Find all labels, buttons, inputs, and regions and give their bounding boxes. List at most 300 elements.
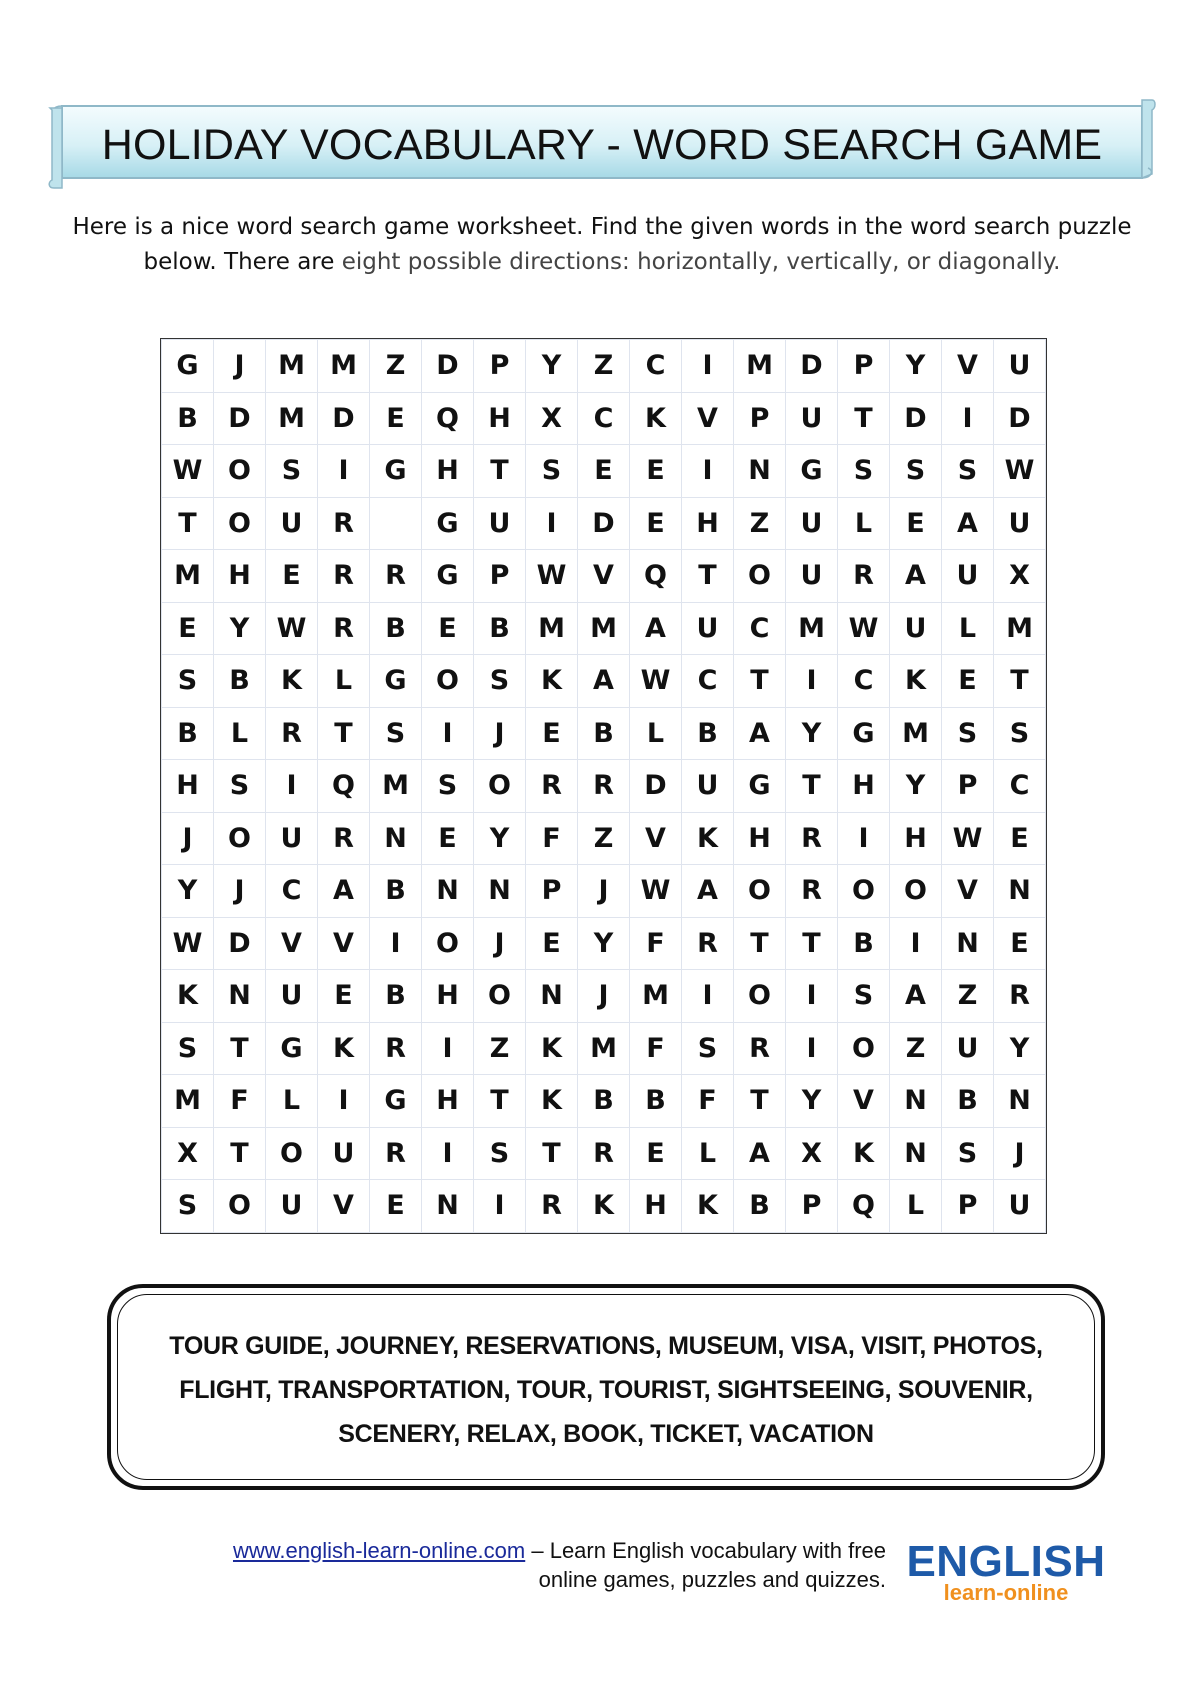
grid-cell[interactable]: B	[370, 865, 422, 918]
grid-cell[interactable]: Y	[162, 865, 214, 918]
grid-cell[interactable]: L	[890, 1180, 942, 1233]
grid-cell[interactable]: R	[838, 550, 890, 603]
grid-cell[interactable]: T	[318, 707, 370, 760]
grid-cell[interactable]: B	[162, 707, 214, 760]
grid-cell[interactable]: R	[682, 917, 734, 970]
grid-cell[interactable]: C	[838, 655, 890, 708]
grid-cell[interactable]: F	[682, 1075, 734, 1128]
grid-cell[interactable]: T	[734, 1075, 786, 1128]
grid-cell[interactable]: W	[630, 655, 682, 708]
logo-main-text: ENGLISH	[906, 1537, 1106, 1586]
grid-cell[interactable]: E	[370, 392, 422, 445]
grid-cell[interactable]: B	[682, 707, 734, 760]
grid-cell[interactable]: S	[474, 1127, 526, 1180]
grid-cell[interactable]: C	[630, 340, 682, 393]
grid-cell[interactable]: O	[214, 445, 266, 498]
grid-cell[interactable]: S	[162, 1022, 214, 1075]
grid-cell[interactable]: C	[682, 655, 734, 708]
grid-cell[interactable]: U	[994, 1180, 1046, 1233]
grid-cell[interactable]: H	[422, 970, 474, 1023]
grid-cell[interactable]: P	[838, 340, 890, 393]
grid-cell[interactable]: F	[214, 1075, 266, 1128]
grid-cell[interactable]: S	[526, 445, 578, 498]
grid-cell[interactable]: M	[526, 602, 578, 655]
grid-cell[interactable]: N	[526, 970, 578, 1023]
grid-cell[interactable]: U	[266, 1180, 318, 1233]
grid-cell[interactable]: N	[890, 1075, 942, 1128]
grid-cell[interactable]: E	[526, 917, 578, 970]
grid-cell[interactable]: T	[786, 917, 838, 970]
grid-cell[interactable]: M	[786, 602, 838, 655]
grid-cell[interactable]: T	[734, 917, 786, 970]
grid-cell[interactable]: E	[942, 655, 994, 708]
grid-cell[interactable]: B	[578, 707, 630, 760]
grid-cell[interactable]: E	[994, 812, 1046, 865]
grid-cell[interactable]: R	[318, 812, 370, 865]
grid-cell[interactable]: G	[422, 550, 474, 603]
grid-row	[162, 340, 1046, 393]
grid-cell[interactable]: K	[526, 1022, 578, 1075]
grid-cell[interactable]: N	[890, 1127, 942, 1180]
grid-cell[interactable]: B	[734, 1180, 786, 1233]
grid-cell[interactable]: F	[630, 917, 682, 970]
grid-cell[interactable]: M	[890, 707, 942, 760]
grid-cell[interactable]: X	[162, 1127, 214, 1180]
grid-cell[interactable]: T	[474, 1075, 526, 1128]
grid-cell[interactable]: Y	[578, 917, 630, 970]
grid-cell[interactable]: D	[994, 392, 1046, 445]
grid-cell[interactable]: X	[526, 392, 578, 445]
grid-cell[interactable]: B	[370, 970, 422, 1023]
grid-cell[interactable]: J	[214, 340, 266, 393]
grid-cell[interactable]: A	[578, 655, 630, 708]
grid-cell[interactable]: N	[214, 970, 266, 1023]
grid-cell[interactable]: O	[474, 970, 526, 1023]
grid-cell[interactable]: Z	[942, 970, 994, 1023]
grid-cell[interactable]: I	[682, 445, 734, 498]
grid-cell[interactable]: M	[630, 970, 682, 1023]
grid-cell[interactable]: S	[942, 1127, 994, 1180]
grid-cell[interactable]: R	[526, 1180, 578, 1233]
grid-cell[interactable]: I	[682, 970, 734, 1023]
grid-cell[interactable]: G	[370, 1075, 422, 1128]
grid-cell[interactable]: S	[942, 445, 994, 498]
grid-cell[interactable]: O	[422, 655, 474, 708]
grid-cell[interactable]: A	[630, 602, 682, 655]
grid-cell[interactable]: G	[266, 1022, 318, 1075]
grid-cell[interactable]: V	[630, 812, 682, 865]
grid-cell[interactable]: M	[266, 392, 318, 445]
grid-cell[interactable]: Z	[474, 1022, 526, 1075]
grid-cell[interactable]: U	[890, 602, 942, 655]
grid-cell[interactable]: V	[838, 1075, 890, 1128]
grid-cell[interactable]: A	[682, 865, 734, 918]
grid-cell[interactable]: W	[266, 602, 318, 655]
grid-cell[interactable]: Q	[318, 760, 370, 813]
grid-cell[interactable]: K	[318, 1022, 370, 1075]
grid-cell[interactable]: M	[578, 602, 630, 655]
grid-cell[interactable]: D	[890, 392, 942, 445]
grid-cell[interactable]: Y	[890, 760, 942, 813]
grid-cell[interactable]: M	[578, 1022, 630, 1075]
grid-cell[interactable]: Q	[422, 392, 474, 445]
grid-cell[interactable]: S	[890, 445, 942, 498]
grid-cell[interactable]: P	[734, 392, 786, 445]
grid-cell[interactable]: U	[682, 760, 734, 813]
grid-cell[interactable]: P	[786, 1180, 838, 1233]
grid-cell[interactable]: W	[838, 602, 890, 655]
grid-cell[interactable]: R	[370, 1127, 422, 1180]
grid-cell[interactable]: N	[422, 865, 474, 918]
grid-cell[interactable]: Z	[734, 497, 786, 550]
grid-cell[interactable]: K	[162, 970, 214, 1023]
grid-cell[interactable]: U	[786, 497, 838, 550]
grid-cell[interactable]: L	[214, 707, 266, 760]
grid-cell[interactable]: S	[474, 655, 526, 708]
grid-cell[interactable]: W	[630, 865, 682, 918]
grid-cell[interactable]: O	[734, 550, 786, 603]
grid-cell[interactable]: W	[994, 445, 1046, 498]
grid-cell[interactable]: E	[526, 707, 578, 760]
grid-cell[interactable]: O	[214, 1180, 266, 1233]
grid-cell[interactable]: U	[266, 497, 318, 550]
grid-cell[interactable]: G	[370, 445, 422, 498]
grid-cell[interactable]: L	[318, 655, 370, 708]
grid-cell[interactable]: G	[370, 655, 422, 708]
grid-cell[interactable]: A	[318, 865, 370, 918]
grid-cell[interactable]: D	[214, 392, 266, 445]
grid-cell[interactable]: J	[162, 812, 214, 865]
grid-cell[interactable]: S	[994, 707, 1046, 760]
grid-cell[interactable]: I	[786, 970, 838, 1023]
grid-cell[interactable]: D	[318, 392, 370, 445]
grid-cell[interactable]: B	[838, 917, 890, 970]
grid-cell[interactable]: U	[942, 1022, 994, 1075]
grid-cell[interactable]: Q	[838, 1180, 890, 1233]
grid-cell[interactable]: O	[838, 1022, 890, 1075]
grid-cell[interactable]: R	[318, 550, 370, 603]
grid-cell[interactable]: J	[474, 917, 526, 970]
grid-cell[interactable]: G	[162, 340, 214, 393]
grid-cell[interactable]: S	[838, 970, 890, 1023]
grid-cell[interactable]: H	[630, 1180, 682, 1233]
grid-cell[interactable]: S	[370, 707, 422, 760]
grid-cell[interactable]: B	[578, 1075, 630, 1128]
grid-cell[interactable]: Z	[578, 340, 630, 393]
grid-cell[interactable]: U	[266, 970, 318, 1023]
grid-cell[interactable]: R	[786, 865, 838, 918]
grid-cell[interactable]: Y	[526, 340, 578, 393]
grid-cell[interactable]: H	[214, 550, 266, 603]
grid-cell[interactable]: I	[318, 1075, 370, 1128]
grid-cell[interactable]: J	[214, 865, 266, 918]
grid-cell[interactable]: B	[474, 602, 526, 655]
grid-cell[interactable]: N	[994, 865, 1046, 918]
grid-cell[interactable]: C	[266, 865, 318, 918]
grid-cell[interactable]: E	[994, 917, 1046, 970]
grid-cell[interactable]: R	[734, 1022, 786, 1075]
grid-cell[interactable]: T	[214, 1127, 266, 1180]
grid-row	[162, 445, 1046, 498]
grid-row	[162, 1075, 1046, 1128]
grid-cell[interactable]: G	[838, 707, 890, 760]
grid-cell[interactable]: I	[266, 760, 318, 813]
grid-cell[interactable]: A	[890, 550, 942, 603]
grid-cell[interactable]: E	[318, 970, 370, 1023]
grid-cell[interactable]: R	[318, 602, 370, 655]
grid-cell[interactable]: P	[942, 1180, 994, 1233]
grid-cell[interactable]: A	[734, 1127, 786, 1180]
grid-cell[interactable]: A	[890, 970, 942, 1023]
grid-cell[interactable]: O	[214, 812, 266, 865]
site-logo	[906, 1537, 1106, 1607]
grid-cell[interactable]: T	[214, 1022, 266, 1075]
grid-cell[interactable]: I	[526, 497, 578, 550]
grid-cell[interactable]: K	[630, 392, 682, 445]
grid-cell[interactable]: E	[422, 812, 474, 865]
grid-cell[interactable]: L	[266, 1075, 318, 1128]
grid-cell[interactable]: Y	[994, 1022, 1046, 1075]
grid-cell[interactable]: U	[474, 497, 526, 550]
grid-cell[interactable]: U	[942, 550, 994, 603]
grid-cell[interactable]: I	[474, 1180, 526, 1233]
grid-cell[interactable]: V	[318, 917, 370, 970]
site-link[interactable]: www.english-learn-online.com	[232, 1538, 526, 1563]
grid-cell[interactable]: E	[422, 602, 474, 655]
grid-cell[interactable]: H	[838, 760, 890, 813]
grid-cell[interactable]: K	[682, 812, 734, 865]
grid-cell[interactable]: Y	[786, 707, 838, 760]
grid-cell[interactable]: R	[994, 970, 1046, 1023]
grid-cell[interactable]: S	[214, 760, 266, 813]
grid-cell[interactable]: U	[994, 340, 1046, 393]
grid-cell[interactable]: B	[162, 392, 214, 445]
grid-cell[interactable]: W	[162, 445, 214, 498]
grid-cell[interactable]: C	[734, 602, 786, 655]
grid-cell[interactable]: F	[630, 1022, 682, 1075]
grid-cell[interactable]: X	[786, 1127, 838, 1180]
grid-cell[interactable]: L	[838, 497, 890, 550]
grid-cell[interactable]: M	[318, 340, 370, 393]
grid-cell[interactable]: K	[266, 655, 318, 708]
grid-cell[interactable]: R	[370, 1022, 422, 1075]
grid-cell[interactable]: J	[474, 707, 526, 760]
grid-cell[interactable]: T	[994, 655, 1046, 708]
grid-cell[interactable]: M	[162, 1075, 214, 1128]
grid-cell[interactable]: E	[630, 1127, 682, 1180]
grid-cell[interactable]: E	[370, 1180, 422, 1233]
grid-cell[interactable]: I	[942, 392, 994, 445]
grid-cell[interactable]: O	[422, 917, 474, 970]
grid-cell[interactable]: V	[266, 917, 318, 970]
grid-cell[interactable]: N	[994, 1075, 1046, 1128]
grid-cell[interactable]: R	[526, 760, 578, 813]
grid-cell[interactable]: C	[994, 760, 1046, 813]
grid-cell[interactable]: T	[682, 550, 734, 603]
grid-cell[interactable]: S	[266, 445, 318, 498]
grid-cell[interactable]: O	[890, 865, 942, 918]
grid-cell[interactable]: I	[422, 1022, 474, 1075]
grid-cell[interactable]: U	[994, 497, 1046, 550]
grid-cell[interactable]: J	[578, 865, 630, 918]
grid-cell[interactable]: T	[838, 392, 890, 445]
grid-cell[interactable]: D	[214, 917, 266, 970]
grid-cell[interactable]: B	[942, 1075, 994, 1128]
grid-cell[interactable]: J	[578, 970, 630, 1023]
grid-cell[interactable]: U	[682, 602, 734, 655]
grid-cell[interactable]: D	[786, 340, 838, 393]
grid-cell[interactable]: J	[994, 1127, 1046, 1180]
grid-cell[interactable]: E	[630, 497, 682, 550]
grid-cell[interactable]: R	[786, 812, 838, 865]
grid-cell[interactable]: U	[318, 1127, 370, 1180]
grid-cell[interactable]: L	[942, 602, 994, 655]
grid-cell[interactable]: P	[526, 865, 578, 918]
grid-cell[interactable]: S	[162, 1180, 214, 1233]
grid-cell[interactable]: P	[474, 340, 526, 393]
grid-cell[interactable]: E	[630, 445, 682, 498]
grid-cell[interactable]	[370, 497, 422, 550]
grid-cell[interactable]: E	[266, 550, 318, 603]
grid-cell[interactable]: P	[474, 550, 526, 603]
grid-cell[interactable]: D	[422, 340, 474, 393]
grid-cell[interactable]: G	[734, 760, 786, 813]
grid-cell[interactable]: V	[942, 865, 994, 918]
grid-cell[interactable]: O	[214, 497, 266, 550]
grid-cell[interactable]: K	[578, 1180, 630, 1233]
word-list-line-2: FLIGHT, TRANSPORTATION, TOUR, TOURIST, SIGHTSEEING, SOUVENIR,	[179, 1376, 1033, 1404]
grid-cell[interactable]: O	[734, 865, 786, 918]
grid-cell[interactable]: U	[786, 392, 838, 445]
grid-cell[interactable]: K	[890, 655, 942, 708]
footer-line-1	[100, 1536, 886, 1565]
grid-cell[interactable]: T	[786, 760, 838, 813]
grid-cell[interactable]: Z	[890, 1022, 942, 1075]
grid-cell[interactable]: E	[162, 602, 214, 655]
grid-cell[interactable]: M	[162, 550, 214, 603]
grid-cell[interactable]: R	[370, 550, 422, 603]
grid-cell[interactable]: P	[942, 760, 994, 813]
grid-cell[interactable]: B	[630, 1075, 682, 1128]
grid-cell[interactable]: L	[630, 707, 682, 760]
grid-row	[162, 707, 1046, 760]
grid-cell[interactable]: I	[318, 445, 370, 498]
grid-cell[interactable]: E	[890, 497, 942, 550]
grid-cell[interactable]: T	[734, 655, 786, 708]
grid-cell[interactable]: I	[422, 707, 474, 760]
grid-cell[interactable]: R	[266, 707, 318, 760]
grid-cell[interactable]: U	[266, 812, 318, 865]
grid-cell[interactable]: N	[942, 917, 994, 970]
grid-cell[interactable]: Y	[214, 602, 266, 655]
grid-cell[interactable]: Z	[578, 812, 630, 865]
grid-cell[interactable]: O	[266, 1127, 318, 1180]
grid-cell[interactable]: H	[734, 812, 786, 865]
grid-cell[interactable]: H	[422, 1075, 474, 1128]
grid-cell[interactable]: M	[370, 760, 422, 813]
grid-cell[interactable]: N	[370, 812, 422, 865]
grid-cell[interactable]: K	[838, 1127, 890, 1180]
grid-row	[162, 865, 1046, 918]
grid-cell[interactable]: G	[786, 445, 838, 498]
grid-cell[interactable]: D	[630, 760, 682, 813]
grid-cell[interactable]: U	[786, 550, 838, 603]
grid-cell[interactable]: S	[682, 1022, 734, 1075]
grid-cell[interactable]: W	[162, 917, 214, 970]
grid-cell[interactable]: R	[578, 1127, 630, 1180]
grid-cell[interactable]: I	[786, 655, 838, 708]
grid-cell[interactable]: Y	[890, 340, 942, 393]
grid-cell[interactable]: I	[838, 812, 890, 865]
grid-cell[interactable]: I	[370, 917, 422, 970]
grid-cell[interactable]: Z	[370, 340, 422, 393]
grid-cell[interactable]: D	[578, 497, 630, 550]
grid-cell[interactable]: E	[578, 445, 630, 498]
grid-cell[interactable]: H	[422, 445, 474, 498]
grid-cell[interactable]: A	[942, 497, 994, 550]
grid-cell[interactable]: S	[162, 655, 214, 708]
grid-cell[interactable]: X	[994, 550, 1046, 603]
grid-cell[interactable]: M	[994, 602, 1046, 655]
grid-cell[interactable]: L	[682, 1127, 734, 1180]
grid-cell[interactable]: V	[942, 340, 994, 393]
grid-cell[interactable]: O	[474, 760, 526, 813]
grid-cell[interactable]: S	[422, 760, 474, 813]
grid-cell[interactable]: T	[526, 1127, 578, 1180]
grid-cell[interactable]: V	[578, 550, 630, 603]
grid-cell[interactable]: B	[214, 655, 266, 708]
grid-cell[interactable]: N	[734, 445, 786, 498]
grid-cell[interactable]: R	[578, 760, 630, 813]
grid-cell[interactable]: I	[682, 340, 734, 393]
grid-cell[interactable]: T	[162, 497, 214, 550]
grid-cell[interactable]: O	[838, 865, 890, 918]
grid-cell[interactable]: H	[162, 760, 214, 813]
grid-cell[interactable]: Y	[474, 812, 526, 865]
grid-cell[interactable]: N	[474, 865, 526, 918]
grid-cell[interactable]: H	[682, 497, 734, 550]
grid-cell[interactable]: I	[786, 1022, 838, 1075]
grid-cell[interactable]: H	[890, 812, 942, 865]
grid-cell[interactable]: V	[318, 1180, 370, 1233]
grid-cell[interactable]: M	[734, 340, 786, 393]
grid-cell[interactable]: W	[942, 812, 994, 865]
grid-cell[interactable]: K	[526, 1075, 578, 1128]
grid-cell[interactable]: R	[318, 497, 370, 550]
grid-cell[interactable]: S	[838, 445, 890, 498]
grid-cell[interactable]: I	[422, 1127, 474, 1180]
grid-cell[interactable]: V	[682, 392, 734, 445]
grid-row	[162, 917, 1046, 970]
grid-cell[interactable]: C	[578, 392, 630, 445]
grid-cell[interactable]: Y	[786, 1075, 838, 1128]
grid-cell[interactable]: A	[734, 707, 786, 760]
grid-cell[interactable]: F	[526, 812, 578, 865]
grid-cell[interactable]: G	[422, 497, 474, 550]
grid-cell[interactable]: B	[370, 602, 422, 655]
grid-cell[interactable]: N	[422, 1180, 474, 1233]
grid-cell[interactable]: K	[526, 655, 578, 708]
grid-cell[interactable]: S	[942, 707, 994, 760]
grid-cell[interactable]: O	[734, 970, 786, 1023]
grid-cell[interactable]: M	[266, 340, 318, 393]
grid-cell[interactable]: Q	[630, 550, 682, 603]
grid-cell[interactable]: W	[526, 550, 578, 603]
grid-cell[interactable]: T	[474, 445, 526, 498]
grid-cell[interactable]: H	[474, 392, 526, 445]
grid-cell[interactable]: K	[682, 1180, 734, 1233]
grid-cell[interactable]: I	[890, 917, 942, 970]
